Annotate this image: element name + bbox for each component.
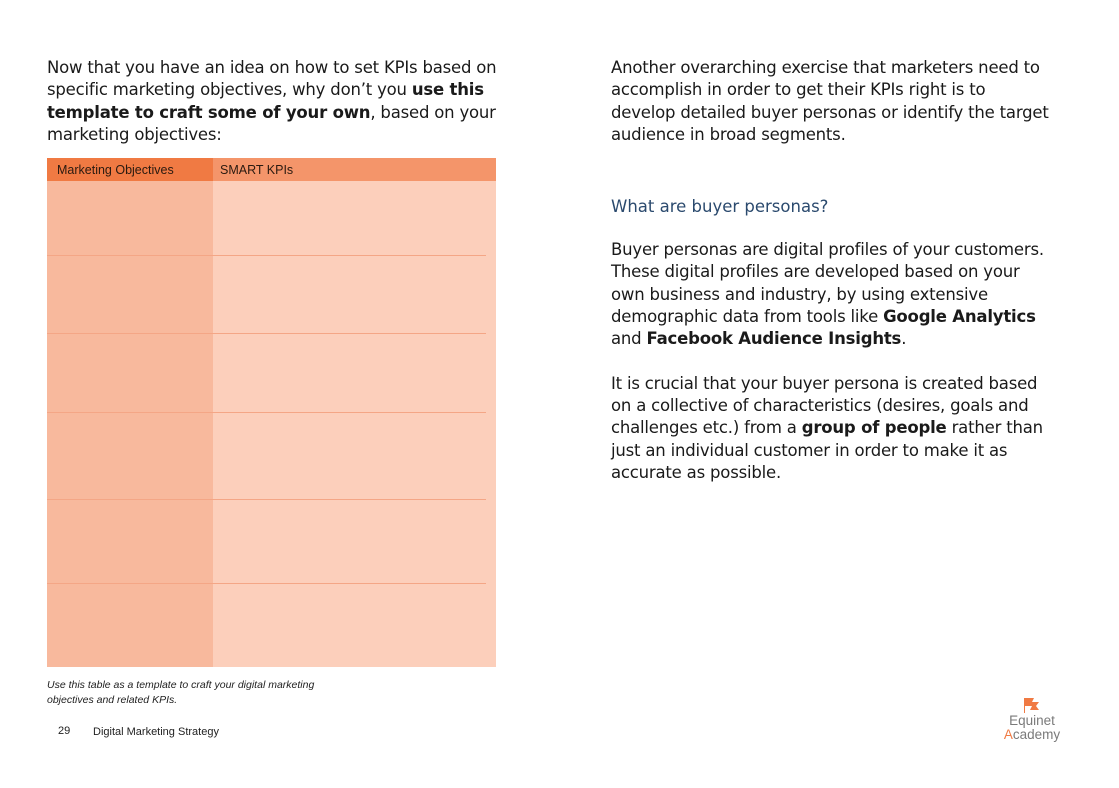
para2-text-3: . bbox=[901, 329, 907, 349]
book-flag-icon bbox=[1022, 696, 1042, 714]
para2-text-2: and bbox=[611, 329, 647, 349]
intro-paragraph bbox=[47, 57, 497, 146]
right-body bbox=[611, 239, 1051, 484]
intro-text-2: , based on your marketing objectives: bbox=[47, 102, 496, 144]
para3-text-2: rather than just an individual customer in order to make it as accurate as possible. bbox=[611, 418, 1043, 482]
buyer-personas-heading: What are buyer personas? bbox=[611, 197, 829, 216]
kpi-template-table bbox=[47, 158, 496, 667]
logo-line-1: Equinet bbox=[1009, 713, 1055, 728]
logo-accent-letter: A bbox=[1003, 727, 1013, 742]
document-title: Digital Marketing Strategy bbox=[93, 726, 219, 738]
right-intro-paragraph: Another overarching exercise that marketers need to accomplish in order to get their KPIs right is to develop detailed buyer personas or identify the target audience in broad segments. bbox=[611, 58, 1049, 144]
table-row-divider bbox=[47, 333, 486, 334]
page-number: 29 bbox=[58, 725, 71, 737]
table-row-divider bbox=[47, 255, 486, 256]
intro-text-bold: use this template to craft some of your own bbox=[47, 80, 484, 122]
table-caption: Use this table as a template to craft your digital marketing objectives and related KPIs. bbox=[47, 679, 315, 706]
para3-text-1: It is crucial that your buyer persona is created based on a collective of characteristics (desires, goals and challenges etc.) from a bbox=[611, 373, 1038, 438]
table-row-divider bbox=[47, 583, 486, 584]
left-column bbox=[47, 57, 497, 146]
intro-text-1: Now that you have an idea on how to set KPIs based on specific marketing objectives, why don’t you bbox=[47, 58, 497, 100]
para2-text-1: Buyer personas are digital profiles of your customers. These digital profiles are developed based on your own business and industry, by using extensive demographic data from tools like bbox=[611, 240, 1044, 326]
header-smart-kpis: SMART KPIs bbox=[220, 163, 294, 177]
personas-crucial-paragraph bbox=[611, 373, 1051, 484]
facebook-audience-insights-text: Facebook Audience Insights bbox=[646, 329, 902, 349]
right-column bbox=[611, 57, 1051, 146]
equinet-academy-logo bbox=[1000, 696, 1064, 746]
logo-wordmark bbox=[1000, 714, 1064, 742]
logo-line-2 bbox=[1000, 728, 1064, 742]
header-marketing-objectives: Marketing Objectives bbox=[57, 163, 174, 177]
personas-definition-paragraph bbox=[611, 239, 1051, 350]
logo-line-2-rest: cademy bbox=[1012, 727, 1061, 742]
group-of-people-text: group of people bbox=[801, 418, 947, 438]
table-row-divider bbox=[47, 499, 486, 500]
google-analytics-text: Google Analytics bbox=[883, 306, 1036, 326]
table-header bbox=[47, 158, 496, 181]
table-row-divider bbox=[47, 412, 486, 413]
